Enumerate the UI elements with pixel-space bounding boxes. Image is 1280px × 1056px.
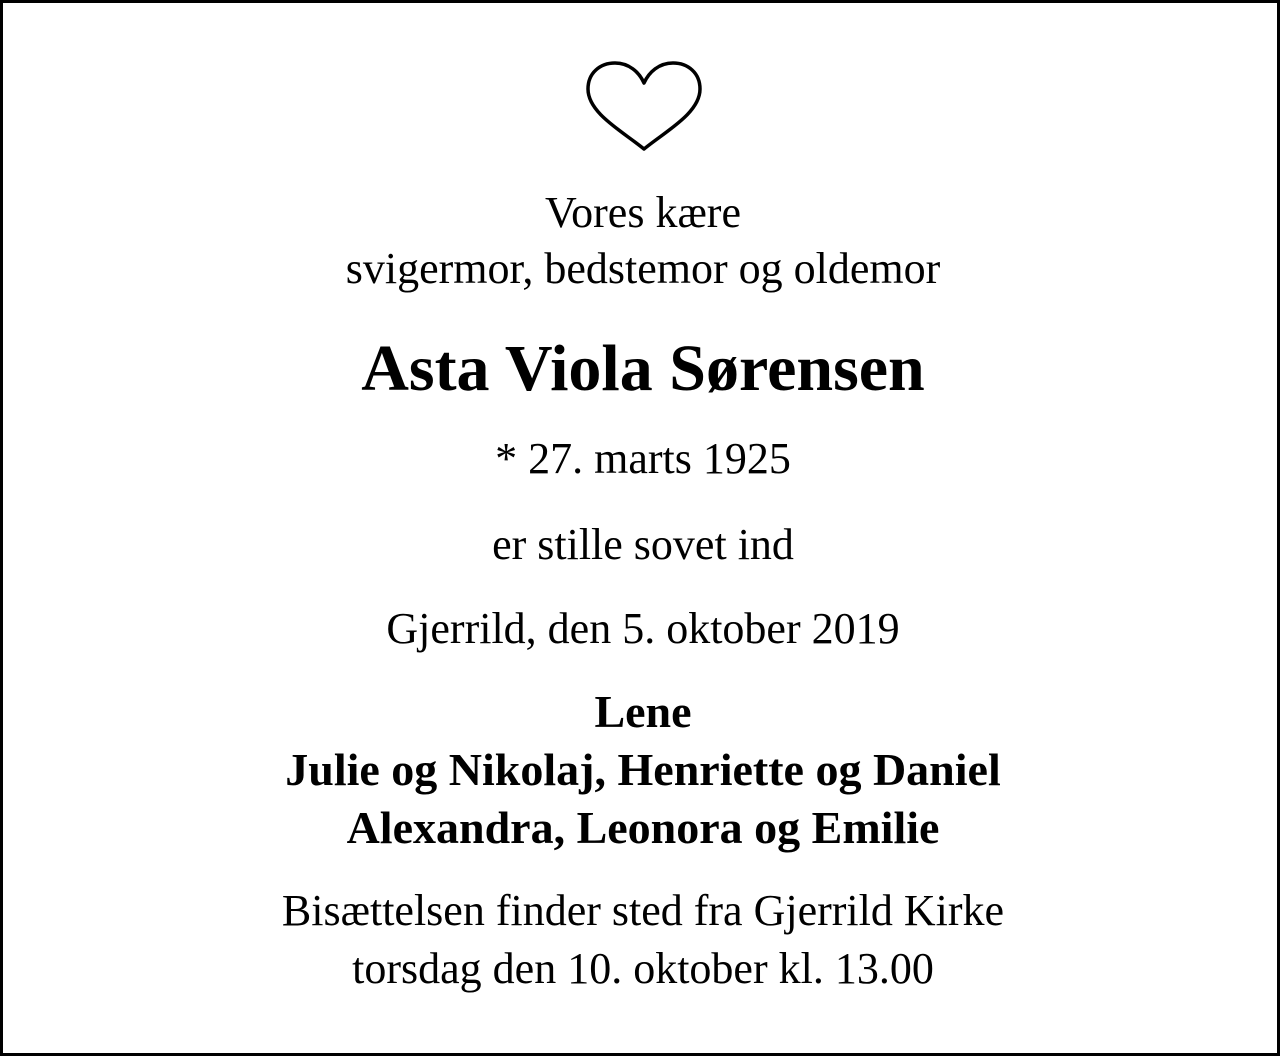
family-line-1: Lene (594, 686, 692, 737)
family-line-3: Alexandra, Leonora og Emilie (346, 802, 940, 853)
service-line-2: torsdag den 10. oktober kl. 13.00 (352, 944, 934, 993)
heart-icon (582, 59, 706, 155)
birth-date: * 27. marts 1925 (495, 434, 791, 483)
status-text: er stille sovet ind (492, 520, 794, 569)
place-and-date: Gjerrild, den 5. oktober 2019 (386, 604, 900, 653)
service-line-1: Bisættelsen finder sted fra Gjerrild Kirke (281, 886, 1005, 935)
deceased-name: Asta Viola Sørensen (361, 332, 925, 405)
intro-line-2: svigermor, bedstemor og oldemor (345, 244, 941, 293)
family-line-2: Julie og Nikolaj, Henriette og Daniel (285, 744, 1001, 795)
intro-line-1: Vores kære (545, 188, 741, 237)
